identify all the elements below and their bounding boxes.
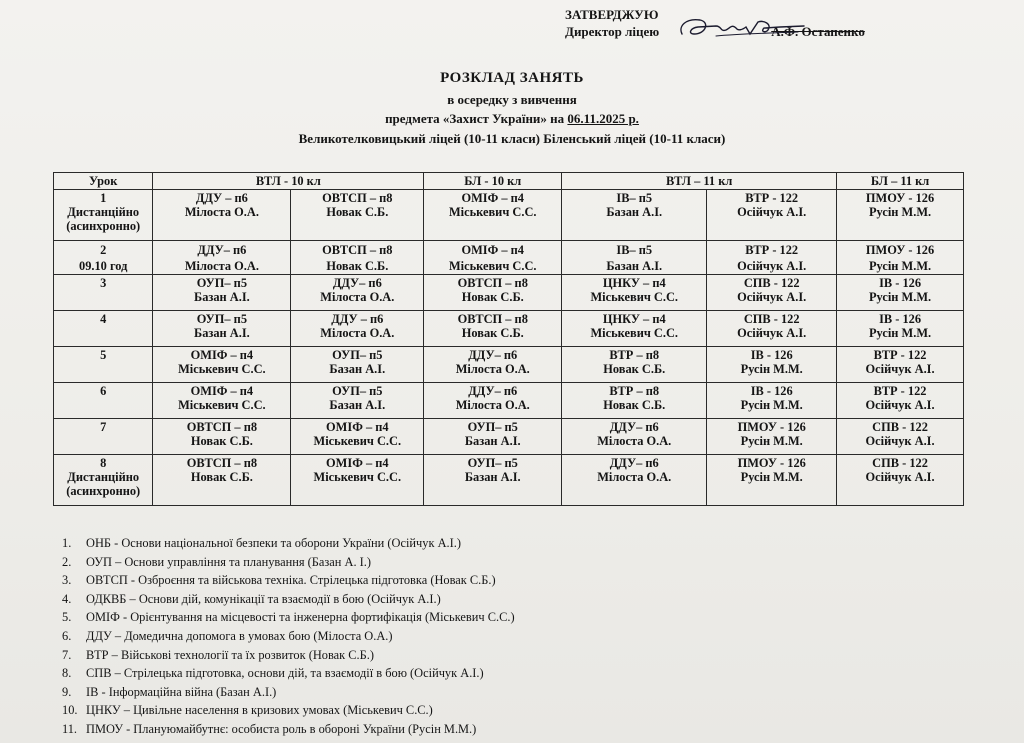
- lesson-text: 09.10 год: [79, 259, 128, 273]
- subject-text: ВТР - 122: [745, 191, 799, 205]
- legend-text: ЦНКУ – Цивільне населення в кризових умовах (Міськевич С.С.): [86, 703, 433, 718]
- legend-item: [62, 720, 515, 739]
- legend-text: ОДКВБ – Основи дій, комунікації та взаємодії в бою (Осійчук А.І.): [86, 591, 441, 606]
- subject-text: ОВТСП – п8: [186, 456, 258, 470]
- table-row: [54, 455, 964, 506]
- teacher-text: Русін М.М.: [868, 326, 932, 340]
- subject-text: ДДУ– п6: [332, 276, 382, 290]
- subtitle-line: в осередку з вивчення: [447, 92, 577, 107]
- lesson-cell: [54, 419, 153, 455]
- lesson-cell: [54, 311, 153, 347]
- teacher-text: Мілоста О.А.: [597, 434, 672, 448]
- teacher-text: Новак С.Б.: [461, 326, 524, 340]
- teacher-text: Осійчук А.І.: [737, 326, 807, 340]
- class-cell: [562, 241, 707, 275]
- legend-item: [62, 627, 515, 646]
- lesson-text: 4: [100, 312, 107, 326]
- class-cell: [424, 455, 562, 506]
- subject-text: ІВ - 126: [879, 276, 922, 290]
- subject-text: ВТР - 122: [873, 348, 927, 362]
- legend-text: ОВТСП - Озброєння та військова техніка. Стрілецька підготовка (Новак С.Б.): [86, 573, 496, 588]
- class-cell: [707, 383, 837, 419]
- teacher-text: Новак С.Б.: [190, 470, 253, 484]
- subject-text: ІВ - 126: [750, 384, 793, 398]
- legend-item: [62, 608, 515, 627]
- lesson-cell: [54, 347, 153, 383]
- lesson-text: 3: [100, 276, 107, 290]
- teacher-text: Новак С.Б.: [326, 259, 389, 273]
- teacher-text: Осійчук А.І.: [737, 205, 807, 219]
- teacher-text: Міськевич С.С.: [590, 326, 679, 340]
- table-header-row: [54, 173, 964, 190]
- subject-text: ОМІФ – п4: [461, 191, 524, 205]
- subject-text: ОУП– п5: [332, 348, 383, 362]
- teacher-text: Базан А.І.: [606, 205, 663, 219]
- class-cell: [291, 383, 424, 419]
- teacher-text: Осійчук А.І.: [865, 470, 935, 484]
- legend-text: ПМОУ - Плануюмайбутнє: особиста роль в обороні України (Русін М.М.): [86, 721, 477, 736]
- approval-name: А.Ф. Остапенко: [771, 24, 865, 39]
- legend-item: [62, 664, 515, 683]
- subject-text: ПМОУ - 126: [737, 420, 806, 434]
- header-vtl-11: ВТЛ – 11 кл: [562, 173, 837, 190]
- legend-item: [62, 646, 515, 665]
- teacher-text: Базан А.І.: [329, 362, 386, 376]
- teacher-text: Міськевич С.С.: [313, 470, 402, 484]
- subject-text: ОВТСП – п8: [186, 420, 258, 434]
- teacher-text: Осійчук А.І.: [865, 398, 935, 412]
- class-cell: [562, 311, 707, 347]
- legend-item: [62, 534, 515, 553]
- legend-number: 4.: [62, 591, 72, 606]
- class-cell: [707, 311, 837, 347]
- class-cell: [837, 455, 964, 506]
- subject-text: ОУП– п5: [332, 384, 383, 398]
- class-cell: [707, 419, 837, 455]
- lesson-text: Дистанційно: [67, 205, 140, 219]
- class-cell: [837, 419, 964, 455]
- class-cell: [837, 311, 964, 347]
- table-row: [54, 241, 964, 275]
- subject-text: ІВ– п5: [616, 191, 653, 205]
- subject-text: ПМОУ - 126: [865, 191, 935, 205]
- subject-text: ІВ - 126: [750, 348, 793, 362]
- teacher-text: Мілоста О.А.: [455, 398, 530, 412]
- abbreviations-legend: [62, 534, 515, 739]
- legend-number: 8.: [62, 666, 72, 681]
- subject-text: ДДУ– п6: [609, 420, 659, 434]
- class-cell: [291, 455, 424, 506]
- subject-text: ОУП– п5: [467, 456, 518, 470]
- class-cell: [562, 455, 707, 506]
- subject-text: ЦНКУ – п4: [602, 312, 666, 326]
- class-cell: [153, 190, 291, 241]
- legend-text: ІВ - Інформаційна війна (Базан А.І.): [86, 684, 277, 699]
- teacher-text: Мілоста О.А.: [184, 205, 259, 219]
- class-cell: [424, 383, 562, 419]
- teacher-text: Мілоста О.А.: [455, 362, 530, 376]
- subject-text: ІВ - 126: [879, 312, 922, 326]
- teacher-text: Новак С.Б.: [461, 290, 524, 304]
- subject-text: ВТР - 122: [745, 243, 799, 257]
- class-cell: [707, 241, 837, 275]
- subject-text: ПМОУ - 126: [865, 243, 935, 257]
- table-row: [54, 347, 964, 383]
- legend-number: 10.: [62, 703, 78, 718]
- subject-text: ОВТСП – п8: [457, 276, 528, 290]
- class-cell: [707, 455, 837, 506]
- class-cell: [424, 347, 562, 383]
- class-cell: [424, 190, 562, 241]
- legend-number: 5.: [62, 610, 72, 625]
- teacher-text: Осійчук А.І.: [737, 290, 807, 304]
- teacher-text: Міськевич С.С.: [313, 434, 402, 448]
- legend-number: 7.: [62, 647, 72, 662]
- lesson-cell: [54, 275, 153, 311]
- header-lesson: Урок: [54, 173, 153, 190]
- class-cell: [291, 419, 424, 455]
- class-cell: [562, 275, 707, 311]
- subject-text: ВТР – п8: [609, 384, 660, 398]
- lesson-text: (асинхронно): [66, 219, 141, 233]
- table-row: [54, 311, 964, 347]
- table-row: [54, 419, 964, 455]
- lesson-text: (асинхронно): [66, 484, 141, 498]
- lesson-text: 6: [100, 384, 107, 398]
- lesson-cell: [54, 241, 153, 275]
- lesson-text: 8: [100, 456, 107, 470]
- class-cell: [562, 347, 707, 383]
- teacher-text: Базан А.І.: [194, 326, 250, 340]
- teacher-text: Осійчук А.І.: [865, 434, 935, 448]
- legend-text: ВТР – Військові технології та їх розвиток (Новак С.Б.): [86, 647, 374, 662]
- subject-text: ДДУ– п6: [468, 384, 518, 398]
- schools-line: Великотелковицький ліцей (10-11 класи) Біленський ліцей (10-11 класи): [298, 131, 726, 146]
- header-vtl-10: ВТЛ - 10 кл: [153, 173, 424, 190]
- teacher-text: Русін М.М.: [740, 398, 803, 412]
- teacher-text: Базан А.І.: [464, 470, 521, 484]
- subject-text: ІВ– п5: [616, 243, 653, 257]
- subject-text: ОВТСП – п8: [322, 191, 393, 205]
- header-bl-11: БЛ – 11 кл: [837, 173, 964, 190]
- teacher-text: Міськевич С.С.: [448, 259, 537, 273]
- subject-text: СПВ - 122: [872, 420, 928, 434]
- subject-text: ОВТСП – п8: [322, 243, 393, 257]
- legend-number: 2.: [62, 554, 72, 569]
- teacher-text: Міськевич С.С.: [448, 205, 537, 219]
- teacher-text: Осійчук А.І.: [737, 259, 807, 273]
- legend-number: 11.: [62, 721, 78, 736]
- class-cell: [837, 190, 964, 241]
- lesson-text: 1: [100, 191, 107, 205]
- legend-item: [62, 553, 515, 572]
- subject-text: ВТР – п8: [609, 348, 660, 362]
- class-cell: [424, 419, 562, 455]
- teacher-text: Мілоста О.А.: [320, 290, 395, 304]
- subject-text: ДДУ – п6: [331, 312, 384, 326]
- class-cell: [424, 275, 562, 311]
- teacher-text: Базан А.І.: [194, 290, 250, 304]
- class-cell: [291, 190, 424, 241]
- lesson-text: 7: [100, 420, 107, 434]
- teacher-text: Новак С.Б.: [190, 434, 253, 448]
- teacher-text: Мілоста О.А.: [320, 326, 395, 340]
- class-cell: [291, 241, 424, 275]
- class-cell: [562, 419, 707, 455]
- teacher-text: Русін М.М.: [740, 362, 803, 376]
- class-cell: [837, 347, 964, 383]
- class-cell: [707, 347, 837, 383]
- table-row: [54, 190, 964, 241]
- class-cell: [837, 275, 964, 311]
- legend-item: [62, 590, 515, 609]
- legend-item: [62, 571, 515, 590]
- legend-text: ДДУ – Домедична допомога в умовах бою (Мілоста О.А.): [86, 628, 393, 643]
- legend-text: ОУП – Основи управління та планування (Базан А. І.): [86, 554, 372, 569]
- class-cell: [153, 311, 291, 347]
- table-row: [54, 383, 964, 419]
- subject-text: ОМІФ – п4: [326, 456, 389, 470]
- teacher-text: Базан А.І.: [464, 434, 521, 448]
- approval-role: Директор ліцею: [565, 24, 660, 39]
- teacher-text: Новак С.Б.: [603, 398, 666, 412]
- lesson-text: Дистанційно: [67, 470, 140, 484]
- legend-number: 3.: [62, 573, 72, 588]
- class-cell: [153, 347, 291, 383]
- lesson-text: 2: [100, 243, 107, 257]
- lesson-cell: [54, 455, 153, 506]
- class-cell: [562, 383, 707, 419]
- teacher-text: Русін М.М.: [868, 205, 932, 219]
- legend-item: [62, 683, 515, 702]
- class-cell: [153, 383, 291, 419]
- subject-text: ОМІФ – п4: [461, 243, 524, 257]
- subject-text: ДДУ– п6: [468, 348, 518, 362]
- class-cell: [562, 190, 707, 241]
- subject-text: ОМІФ – п4: [190, 384, 254, 398]
- signature-icon: [676, 12, 806, 42]
- teacher-text: Русін М.М.: [868, 259, 932, 273]
- teacher-text: Базан А.І.: [329, 398, 386, 412]
- class-cell: [291, 347, 424, 383]
- subject-line: [0, 111, 1024, 127]
- legend-text: СПВ – Стрілецька підготовка, основи дій, та взаємодії в бою (Осійчук А.І.): [86, 666, 484, 681]
- lesson-text: 5: [100, 348, 107, 362]
- class-cell: [424, 241, 562, 275]
- class-cell: [153, 419, 291, 455]
- teacher-text: Мілоста О.А.: [184, 259, 259, 273]
- legend-number: 9.: [62, 684, 72, 699]
- teacher-text: Русін М.М.: [740, 470, 803, 484]
- class-cell: [153, 455, 291, 506]
- teacher-text: Русін М.М.: [740, 434, 803, 448]
- class-cell: [837, 383, 964, 419]
- legend-text: ОМІФ - Орієнтування на місцевості та інженерна фортифікація (Міськевич С.С.): [86, 610, 515, 625]
- schedule-date: 06.11.2025 р.: [567, 111, 639, 126]
- subject-text: ОВТСП – п8: [457, 312, 528, 326]
- subject-text: ОМІФ – п4: [190, 348, 254, 362]
- teacher-text: Мілоста О.А.: [597, 470, 672, 484]
- subject-text: ОУП– п5: [196, 312, 248, 326]
- subject-text: ЦНКУ – п4: [602, 276, 666, 290]
- subject-text: ДДУ– п6: [609, 456, 659, 470]
- schedule-table: [53, 172, 964, 506]
- lesson-cell: [54, 190, 153, 241]
- subject-text: ВТР - 122: [873, 384, 927, 398]
- legend-number: 6.: [62, 628, 72, 643]
- subject-text: ПМОУ - 126: [737, 456, 806, 470]
- legend-item: [62, 701, 515, 720]
- teacher-text: Новак С.Б.: [603, 362, 666, 376]
- class-cell: [291, 311, 424, 347]
- subject-text: ДДУ– п6: [197, 243, 247, 257]
- legend-number: 1.: [62, 536, 72, 550]
- table-row: [54, 275, 964, 311]
- class-cell: [837, 241, 964, 275]
- approval-title: ЗАТВЕРДЖУЮ: [565, 7, 659, 22]
- class-cell: [153, 275, 291, 311]
- subject-text: СПВ - 122: [872, 456, 928, 470]
- teacher-text: Міськевич С.С.: [590, 290, 679, 304]
- subject-text: ОМІФ – п4: [326, 420, 389, 434]
- subject-text: ОУП– п5: [196, 276, 248, 290]
- subject-text: СПВ - 122: [743, 312, 800, 326]
- teacher-text: Русін М.М.: [868, 290, 932, 304]
- subject-text: ДДУ – п6: [195, 191, 248, 205]
- class-cell: [707, 275, 837, 311]
- teacher-text: Міськевич С.С.: [178, 398, 266, 412]
- subject-text: СПВ - 122: [743, 276, 800, 290]
- teacher-text: Базан А.І.: [606, 259, 663, 273]
- teacher-text: Новак С.Б.: [326, 205, 389, 219]
- legend-text: ОНБ - Основи національної безпеки та оборони України (Осійчук А.І.): [86, 536, 461, 550]
- class-cell: [707, 190, 837, 241]
- lesson-cell: [54, 383, 153, 419]
- teacher-text: Міськевич С.С.: [178, 362, 266, 376]
- header-bl-10: БЛ - 10 кл: [424, 173, 562, 190]
- page-title: РОЗКЛАД ЗАНЯТЬ: [440, 70, 584, 86]
- class-cell: [291, 275, 424, 311]
- class-cell: [153, 241, 291, 275]
- subject-text: предмета «Захист України» на: [385, 111, 565, 126]
- teacher-text: Осійчук А.І.: [865, 362, 935, 376]
- class-cell: [424, 311, 562, 347]
- subject-text: ОУП– п5: [467, 420, 518, 434]
